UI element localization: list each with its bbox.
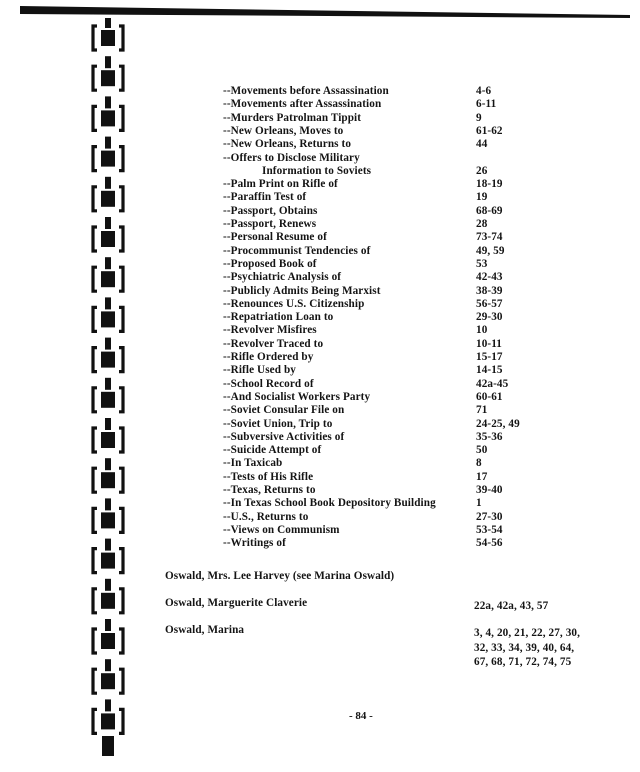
page-list-line: 3, 4, 20, 21, 22, 27, 30, (474, 627, 580, 639)
entry-label: --Palm Print on Rifle of (223, 178, 338, 191)
entry-label: --Renounces U.S. Citizenship (223, 297, 365, 310)
entry-label: --Publicly Admits Being Marxist (223, 284, 381, 297)
entry-pages: 15-17 (476, 351, 503, 363)
entry-pages: 44 (476, 138, 488, 151)
entry-pages: 9 (476, 111, 482, 124)
entry-label: --Repatriation Loan to (223, 311, 334, 324)
entry-label: --Movements after Assassination (223, 98, 382, 111)
entry-label: --Revolver Traced to (223, 337, 324, 350)
entry-pages: 24-25, 49 (476, 417, 520, 430)
entry-label: --Movements before Assassination (223, 85, 389, 97)
entry-label: --Passport, Obtains (223, 204, 318, 217)
entry-pages: 19 (476, 191, 488, 204)
name-entry-pages (474, 626, 624, 670)
page-list-line: 67, 68, 71, 72, 74, 75 (474, 656, 572, 668)
entry-pages: 42-43 (476, 271, 503, 284)
entry-pages: 10-11 (476, 337, 502, 350)
entry-label: --Rifle Ordered by (223, 351, 314, 363)
entry-label: --Soviet Union, Trip to (223, 417, 333, 430)
entry-label: --Passport, Renews (223, 218, 317, 230)
entry-pages: 8 (476, 457, 482, 470)
entry-label: --In Taxicab (223, 457, 283, 470)
entry-label: --Procommunist Tendencies of (223, 244, 371, 257)
entry-label: --Tests of His Rifle (223, 470, 314, 483)
entry-pages: 28 (476, 218, 488, 230)
entry-label: --New Orleans, Moves to (223, 124, 344, 137)
entry-pages: 35-36 (476, 430, 503, 443)
entry-label: --Offers to Disclose Military (223, 151, 360, 164)
entry-pages: 50 (476, 444, 488, 457)
entry-pages: 29-30 (476, 311, 503, 324)
entry-label: --Writings of (223, 537, 286, 550)
entry-label: --Soviet Consular File on (223, 404, 345, 417)
entry-label: Information to Soviets (262, 164, 372, 177)
entry-pages: 53 (476, 257, 488, 270)
entry-label: --Subversive Activities of (223, 430, 345, 443)
page-number: - 84 - (349, 710, 373, 722)
entry-pages: 73-74 (476, 231, 503, 244)
entry-label: --Paraffin Test of (223, 191, 307, 204)
entry-pages: 17 (476, 470, 488, 483)
entry-pages: 18-19 (476, 178, 503, 191)
entry-pages: 14-15 (476, 364, 503, 377)
entry-pages: 39-40 (476, 484, 503, 496)
entry-pages: 38-39 (476, 284, 503, 297)
entry-pages: 27-30 (476, 510, 503, 523)
entry-label: --New Orleans, Returns to (223, 138, 352, 151)
entry-label: --Views on Communism (223, 523, 340, 536)
entry-pages: 6-11 (476, 98, 497, 111)
entry-label: --Personal Resume of (223, 231, 327, 244)
name-entry: Oswald, Marina (165, 624, 245, 636)
entry-label: --School Record of (223, 377, 314, 390)
page-list-line: 32, 33, 34, 39, 40, 64, (474, 641, 575, 654)
entry-pages: 56-57 (476, 297, 503, 310)
entry-label: --U.S., Returns to (223, 510, 309, 523)
entry-label: --Rifle Used by (223, 364, 296, 377)
entry-pages: 4-6 (476, 85, 492, 97)
entry-label: --Suicide Attempt of (223, 444, 322, 457)
entry-pages: 71 (476, 404, 488, 417)
entry-label: --Murders Patrolman Tippit (223, 111, 362, 124)
entry-pages: 1 (476, 497, 482, 510)
entry-label: --Psychiatric Analysis of (223, 271, 342, 284)
entry-pages: 10 (476, 324, 488, 337)
entry-label: --Revolver Misfires (223, 324, 317, 337)
page-list-line: 22a, 42a, 43, 57 (474, 600, 549, 612)
entry-pages: 60-61 (476, 390, 503, 403)
entry-pages: 53-54 (476, 523, 503, 536)
entry-pages: 49, 59 (476, 244, 505, 257)
name-entry: Oswald, Marguerite Claverie (165, 597, 308, 609)
entry-pages: 26 (476, 164, 488, 177)
entry-label: --Texas, Returns to (223, 484, 316, 496)
entry-pages: 68-69 (476, 204, 503, 217)
entry-pages: 42a-45 (476, 377, 509, 390)
entry-pages: 61-62 (476, 124, 503, 137)
entry-label: --Proposed Book of (223, 257, 317, 270)
entry-label: --In Texas School Book Depository Building (223, 497, 436, 510)
name-entry-pages (474, 599, 624, 614)
entry-pages: 54-56 (476, 537, 503, 550)
entry-label: --And Socialist Workers Party (223, 390, 371, 403)
name-entry: Oswald, Mrs. Lee Harvey (see Marina Oswald) (165, 570, 395, 582)
